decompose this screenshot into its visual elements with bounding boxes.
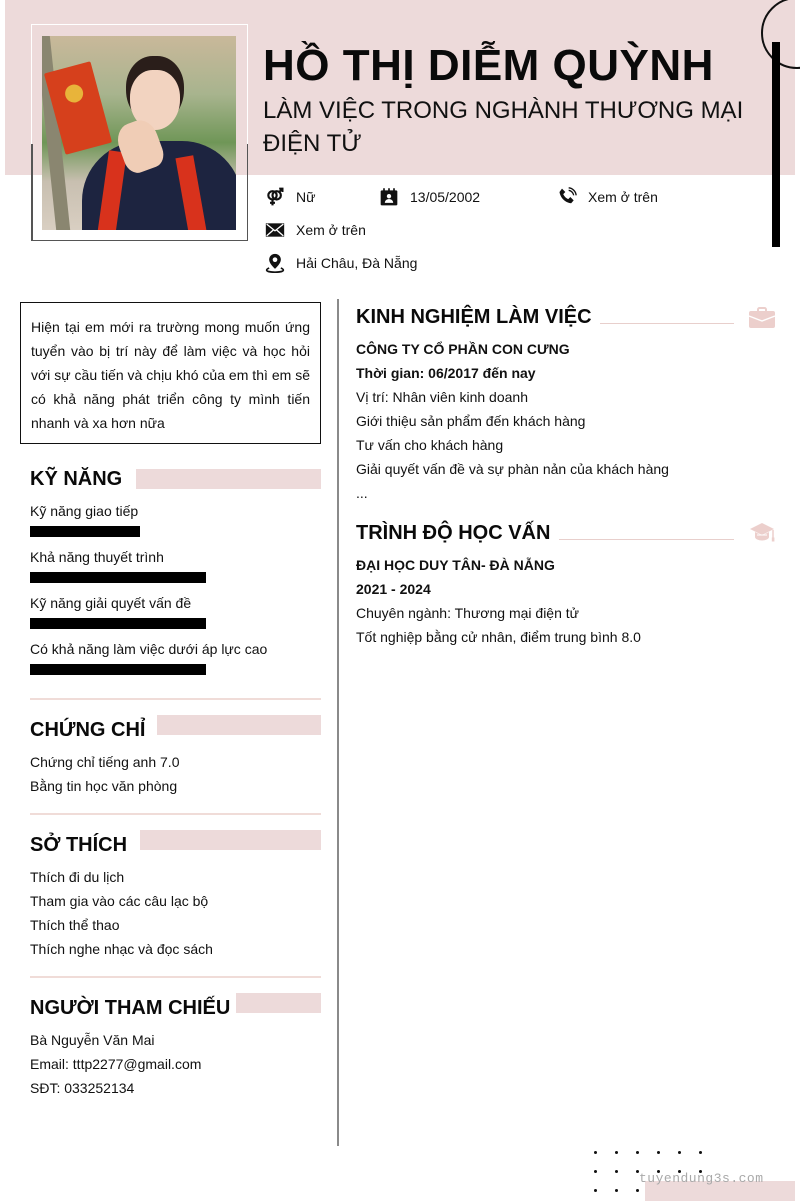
address-value: Hải Châu, Đà Nẵng	[296, 255, 418, 271]
hobby-item: Thích đi du lịch	[30, 869, 125, 885]
graduation-cap-icon	[749, 522, 777, 544]
skill-bar	[30, 526, 140, 537]
avatar	[42, 36, 236, 230]
hobbies-title: SỞ THÍCH	[30, 834, 128, 856]
experience-line: Giải quyết vấn đề và sự phàn nản của khách hàng	[356, 461, 669, 477]
experience-title-rule	[600, 323, 734, 324]
contact-birthday	[379, 187, 480, 207]
contact-phone	[557, 187, 658, 207]
skill-label: Kỹ năng giải quyết vấn đề	[30, 595, 192, 611]
column-divider	[337, 299, 339, 1146]
gender-value: Nữ	[296, 189, 316, 205]
section-divider	[30, 813, 321, 815]
section-divider	[30, 698, 321, 700]
candidate-name: HỒ THỊ DIỄM QUỲNH	[263, 41, 714, 90]
reference-item[interactable]: Email: tttp2277@gmail.com	[30, 1056, 202, 1072]
certificates-title-accent	[157, 715, 321, 735]
hobbies-title-accent	[140, 830, 321, 850]
gender-icon	[265, 187, 285, 207]
reference-item: SĐT: 033252134	[30, 1080, 135, 1096]
experience-line: Giới thiệu sản phẩm đến khách hàng	[356, 413, 586, 429]
skill-label: Khả năng thuyết trình	[30, 549, 164, 565]
experience-line: Tư vấn cho khách hàng	[356, 437, 504, 453]
references-title-accent	[236, 993, 321, 1013]
phone-icon	[557, 187, 577, 207]
certificate-item: Chứng chỉ tiếng anh 7.0	[30, 754, 180, 770]
section-divider	[30, 976, 321, 978]
reference-item: Bà Nguyễn Văn Mai	[30, 1032, 155, 1048]
education-line: Chuyên ngành: Thương mại điện tử	[356, 605, 580, 621]
hobby-item: Tham gia vào các câu lạc bộ	[30, 893, 209, 909]
experience-company: CÔNG TY CỔ PHẦN CON CƯNG	[356, 341, 570, 357]
certificates-title: CHỨNG CHỈ	[30, 719, 146, 741]
experience-line: Vị trí: Nhân viên kinh doanh	[356, 389, 528, 405]
references-title: NGƯỜI THAM CHIẾU	[30, 997, 231, 1019]
skill-bar	[30, 572, 206, 583]
skill-label: Có khả năng làm việc dưới áp lực cao	[30, 641, 268, 657]
skill-bar	[30, 664, 206, 675]
email-value[interactable]: Xem ở trên	[296, 222, 366, 238]
skills-title-accent	[136, 469, 321, 489]
skills-title: KỸ NĂNG	[30, 468, 123, 490]
hobby-item: Thích thể thao	[30, 917, 120, 933]
job-title: LÀM VIỆC TRONG NGHÀNH THƯƠNG MẠI ĐIỆN TỬ	[263, 97, 744, 157]
contact-address	[265, 253, 417, 273]
watermark: tuyendung3s.com	[639, 1171, 764, 1186]
skill-label: Kỹ năng giao tiếp	[30, 503, 139, 519]
envelope-icon	[265, 220, 285, 240]
decorative-vertical-bar	[772, 42, 780, 247]
education-school: ĐẠI HỌC DUY TÂN- ĐÀ NẴNG	[356, 557, 555, 573]
contact-email	[265, 220, 366, 240]
education-period: 2021 - 2024	[356, 581, 431, 597]
calendar-icon	[379, 187, 399, 207]
contact-gender	[265, 187, 315, 207]
career-objective: Hiện tại em mới ra trường mong muốn ứng tuyển vào bị trí này để làm việc và học hỏi với sự cầu tiến và chịu khó của em thì em sẽ có khả năng phát triển công ty mình tiến nhanh và xa hơn nữa	[20, 302, 321, 444]
map-pin-icon	[265, 253, 285, 273]
education-line: Tốt nghiệp bằng cử nhân, điểm trung bình 8.0	[356, 629, 641, 645]
experience-title: KINH NGHIỆM LÀM VIỆC	[356, 306, 592, 328]
education-title-rule	[559, 539, 734, 540]
phone-value[interactable]: Xem ở trên	[588, 189, 658, 205]
certificate-item: Bằng tin học văn phòng	[30, 778, 178, 794]
experience-period: Thời gian: 06/2017 đến nay	[356, 365, 536, 381]
education-title: TRÌNH ĐỘ HỌC VẤN	[356, 522, 551, 544]
skill-bar	[30, 618, 206, 629]
hobby-item: Thích nghe nhạc và đọc sách	[30, 941, 213, 957]
birthday-value: 13/05/2002	[410, 189, 481, 205]
briefcase-icon	[749, 307, 775, 328]
experience-line: ...	[356, 485, 368, 501]
